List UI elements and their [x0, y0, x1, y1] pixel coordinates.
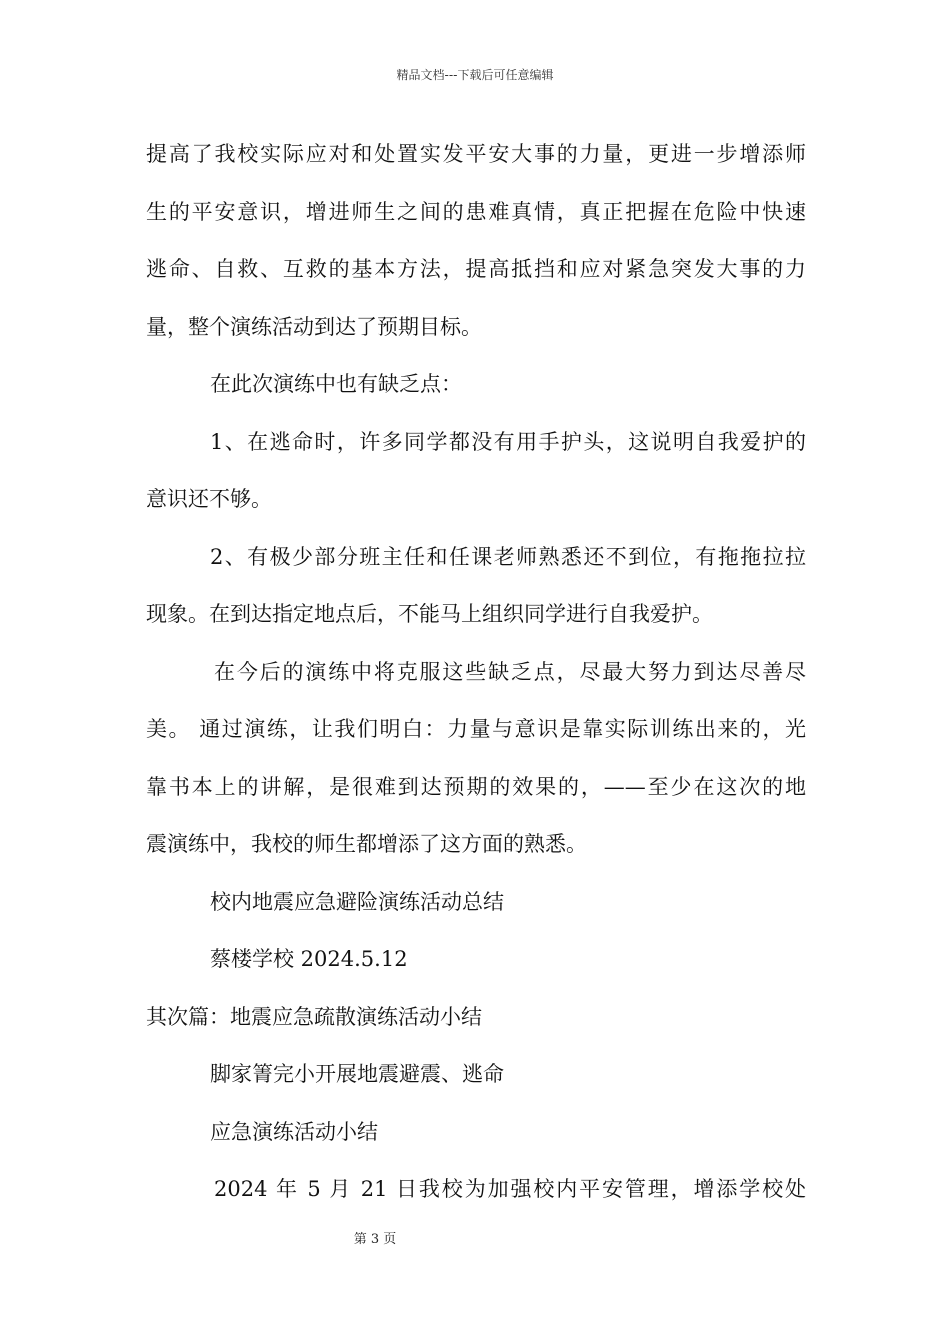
- paragraph-line: 在此次演练中也有缺乏点：: [210, 372, 462, 396]
- subtitle-line: 脚家箐完小开展地震避震、逃命: [210, 1062, 504, 1086]
- paragraph-line: 逃命、自救、互救的基本方法，提高抵挡和应对紧急突发大事的力: [146, 257, 806, 281]
- signature-date: 蔡楼学校 2024.5.12: [210, 947, 408, 971]
- paragraph-line: 生的平安意识，增进师生之间的患难真情，真正把握在危险中快速: [146, 199, 806, 224]
- paragraph-line: 量，整个演练活动到达了预期目标。: [146, 314, 482, 339]
- paragraph-line: 震演练中，我校的师生都增添了这方面的熟悉。: [146, 832, 587, 856]
- list-item-line: 1、在逃命时，许多同学都没有用手护头，这说明自我爱护的: [210, 429, 806, 454]
- paragraph-line: 提高了我校实际应对和处置实发平安大事的力量，更进一步增添师: [146, 142, 806, 166]
- paragraph-line: 在今后的演练中将克服这些缺乏点，尽最大努力到达尽善尽: [214, 659, 806, 684]
- section-heading: 其次篇：地震应急疏散演练活动小结: [146, 1004, 482, 1029]
- list-item-line: 现象。在到达指定地点后，不能马上组织同学进行自我爱护。: [146, 602, 713, 626]
- paragraph-line: 靠书本上的讲解，是很难到达预期的效果的，——至少在这次的地: [146, 774, 806, 799]
- page-number: 第 3 页: [353, 1232, 397, 1247]
- paragraph-line: 美。 通过演练，让我们明白：力量与意识是靠实际训练出来的，光: [146, 717, 806, 741]
- paragraph-line: 2024 年 5 月 21 日我校为加强校内平安管理，增添学校处: [214, 1177, 806, 1201]
- document-body: [146, 126, 806, 1219]
- section-title: 校内地震应急避险演练活动总结: [210, 889, 504, 914]
- page-header: 精品文档---下载后可任意编辑: [396, 68, 554, 82]
- list-item-line: 2、有极少部分班主任和任课老师熟悉还不到位，有拖拖拉拉: [210, 544, 806, 569]
- subtitle-line: 应急演练活动小结: [210, 1119, 378, 1144]
- list-item-line: 意识还不够。: [146, 487, 272, 511]
